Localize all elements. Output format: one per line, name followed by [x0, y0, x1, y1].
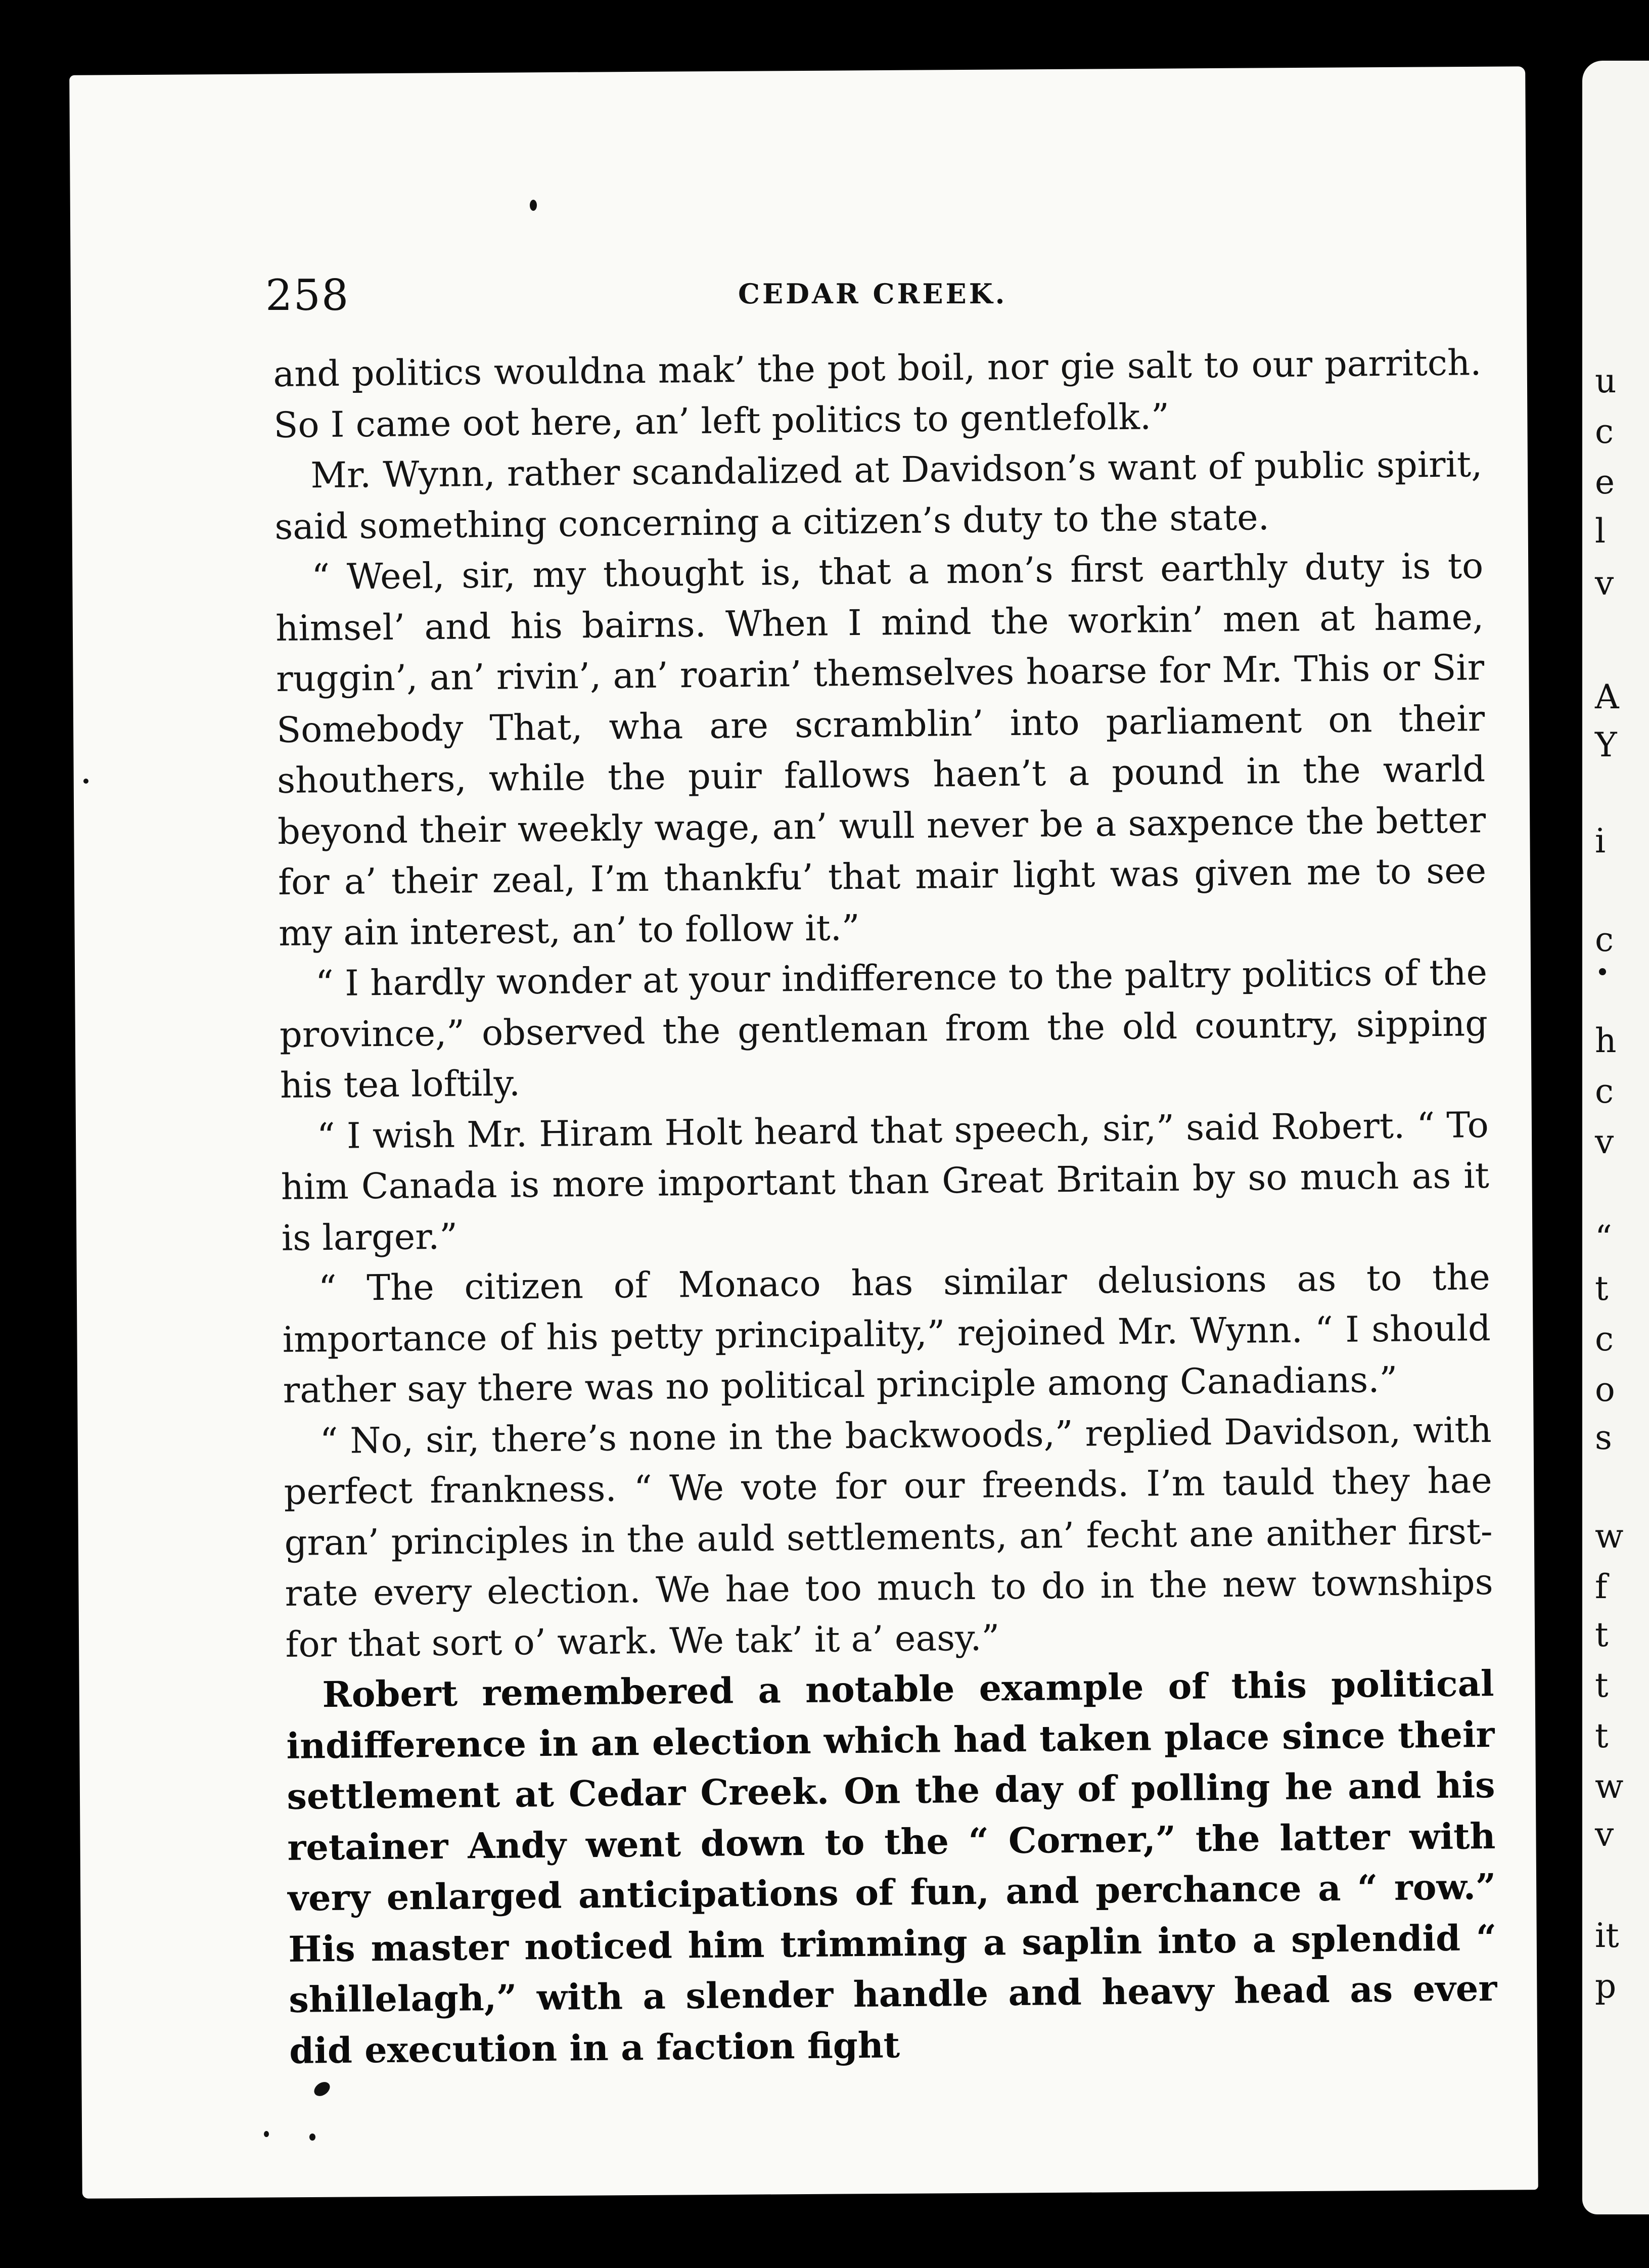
fragment-letter: v [1595, 1815, 1614, 1854]
ink-speck [264, 2131, 269, 2137]
fragment-letter: t [1595, 1615, 1609, 1654]
ink-speck [530, 200, 537, 211]
page-header [265, 270, 1494, 321]
fragment-letter: p [1595, 1967, 1617, 2006]
fragment-letter: t [1595, 1269, 1609, 1308]
fragment-letter: c [1595, 920, 1614, 959]
fragment-letter: A [1595, 677, 1619, 716]
body-text [273, 337, 1498, 2076]
paragraph: “ The citizen of Monaco has similar delusions as to the importance of his petty principality,” rejoined Mr. Wynn. “ I should rather say there was no political principle among Canadians.” [282, 1256, 1491, 1411]
fragment-letter: u [1595, 361, 1617, 400]
fragment-letter: w [1595, 1767, 1624, 1806]
fragment-letter: Y [1595, 725, 1617, 764]
fragment-letter: t [1595, 1666, 1609, 1705]
paragraph: “ I wish Mr. Hiram Holt heard that speech, sir,” said Robert. “ To him Canada is more important than Great Britain by so much as it is larger.” [281, 1104, 1490, 1259]
fragment-letter: e [1595, 463, 1615, 502]
fragment-letter: h [1595, 1021, 1617, 1060]
fragment-letter: f [1595, 1567, 1608, 1606]
fragment-letter: c [1595, 1320, 1614, 1358]
fragment-letter: “ [1595, 1218, 1612, 1257]
ink-speck [83, 779, 88, 784]
page-number: 258 [265, 270, 350, 320]
fragment-letter: t [1595, 1716, 1609, 1755]
paragraph: Robert remembered a notable example of this political indifference in an election which had taken place since their settlement at Cedar Creek. On the day of polling he and his retainer Andy went down to the “ Corner,” the latter with very enlarged anticipations of fun, and perchance a “ row.” His master noticed him trimming a saplin into a splendid “ shillelagh,” with a slender handle and heavy head as ever did execution in a faction fight [286, 1662, 1497, 2072]
fragment-letter: l [1595, 512, 1606, 551]
fragment-letter: c [1595, 1072, 1614, 1111]
fragment-letter: it [1595, 1916, 1619, 1955]
fragment-letter: i [1595, 822, 1606, 860]
paragraph: “ No, sir, there’s none in the backwoods,” replied Davidson, with perfect frankness. “ We vote for our freends. I’m tauld they hae gran’ principles in the auld settlements, an’ fecht ane anither first-rate every election. We hae too much to do in the new townships for that sort o’ wark. We tak’ it a’ easy.” [284, 1409, 1493, 1665]
fragment-letter: s [1595, 1418, 1612, 1457]
fragment-letter: v [1595, 564, 1614, 603]
running-title: CEDAR CREEK. [738, 278, 1007, 310]
fragment-letter: c [1595, 412, 1614, 451]
paragraph: and politics wouldna mak’ the pot boil, nor gie salt to our parritch. So I came oot here, an’ left politics to gentlefolk.” [273, 342, 1482, 446]
paragraph: “ I hardly wonder at your indifference to the paltry politics of the province,” observed the gentleman from the old country, sipping his tea loftily. [279, 951, 1488, 1106]
paragraph: Mr. Wynn, rather scandalized at Davidson’s want of public spirit, said something concerning a citizen’s duty to the state. [274, 443, 1483, 548]
fragment-letter: v [1595, 1122, 1614, 1161]
fragment-letter: w [1595, 1517, 1624, 1556]
ink-speck [1599, 968, 1606, 975]
paragraph: “ Weel, sir, my thought is, that a mon’s first earthly duty is to himsel’ and his bairns. When I mind the workin’ men at hame, ruggin’, an’ rivin’, an’ roarin’ themselves hoarse for Mr. This or Sir Somebody That, wha are scramblin’ into parliament on their shouthers, while the puir fallows haen’t a pound in the warld beyond their weekly wage, an’ wull never be a saxpence the better for a’ their zeal, I’m thankfu’ that mair light was given me to see my ain interest, an’ to follow it.” [275, 545, 1487, 954]
adjacent-page-fragments [1595, 0, 1649, 2268]
ink-speck [309, 2134, 315, 2141]
fragment-letter: o [1595, 1370, 1615, 1409]
